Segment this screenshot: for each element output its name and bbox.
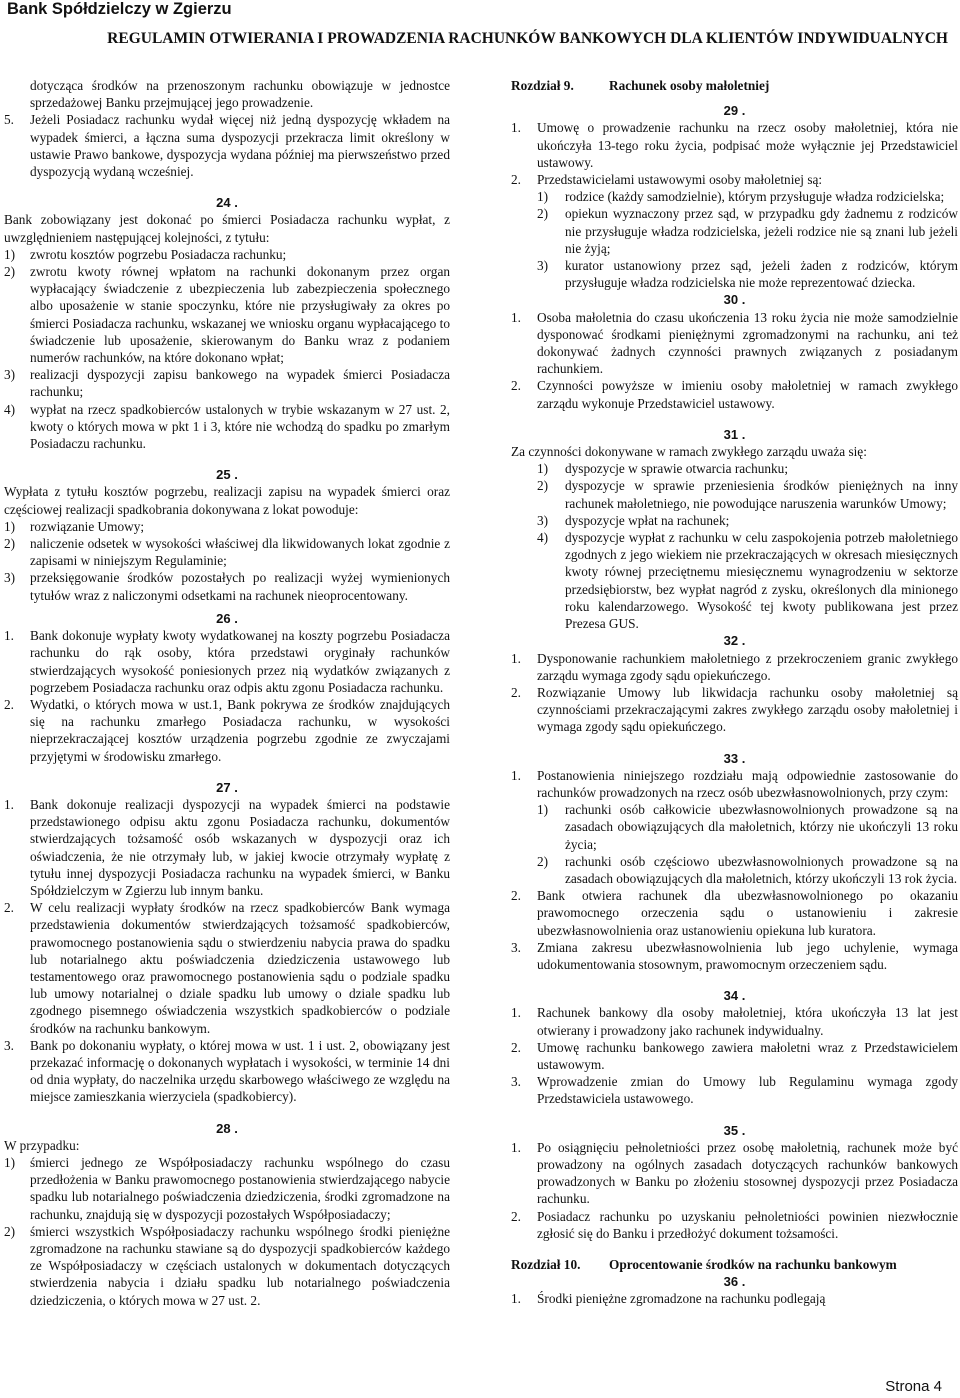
list-item (4, 401, 450, 453)
section-heading: 32 . (723, 633, 746, 649)
item-number: 2. (511, 1208, 521, 1224)
section-heading: 24 . (216, 195, 238, 211)
item-number: 1. (511, 1139, 521, 1155)
paragraph-text: dotycząca środków na przenoszonym rachunku obowiązuje w jednostce sprzedażowej Banku przejmującej jego prowadzenie. (30, 78, 450, 111)
list-item (4, 246, 450, 263)
list-item (4, 263, 450, 366)
item-text: W celu realizacji wypłaty środków na rzecz spadkobierców Bank wymaga przedstawienia dokumentów stwierdzających tożsamość spadkobierców, prawomocnego postanowienia sądu o stwierdzeniu nabycia prawa do spadku lub notarialnego aktu poświadczenia dziedziczenia ustawowego lub testamentowego oraz prawomocnego postanowienia sądu o podziale spadku lub umowy notarialnej o dziale spadku lub umowy o dziale spadku lub zgodnego pisemnego oświadczenia wszystkich spadkobierców o podziale środków na rachunku bankowym. (30, 900, 450, 1036)
item-number: 3) (537, 512, 549, 528)
item-text: Osoba małoletnia do czasu ukończenia 13 roku życia nie może samodzielnie dysponować środkami pieniężnymi zgromadzonymi na rachunku, ani też dokonywać żadnych czynności prawnych związanych z posiadanym rachunkiem. (537, 309, 958, 377)
item-number: 5. (4, 112, 14, 128)
item-number: 1. (511, 650, 521, 666)
item-number: 1) (537, 461, 549, 477)
list-item (511, 309, 958, 378)
item-number: 2) (4, 1223, 16, 1239)
section-intro: Bank zobowiązany jest dokonać po śmierci Posiadacza rachunku wypłat, z uwzględnieniem następującej kolejności, z tytułu: (4, 212, 450, 245)
list-item (4, 535, 450, 569)
item-number: 3. (4, 1037, 14, 1053)
item-text: Bank po dokonaniu wypłaty, o której mowa w ust. 1 i ust. 2, obowiązany jest przekazać informację o dokonanych wypłatach i wysokości, w terminie 14 dni od dnia wypłaty, do naczelnika urzędu skarbowego właściwego ze względu na miejsce zamieszkania wierzyciela (spadkobiercy). (30, 1037, 450, 1105)
item-text: naliczenie odsetek w wysokości właściwej dla likwidowanych lokat zgodnie z zapisami w niniejszym Regulaminie; (30, 536, 450, 569)
sub-list-item (537, 853, 958, 887)
sub-list-item (537, 257, 958, 291)
list-item (4, 627, 450, 696)
list-item (511, 1004, 958, 1038)
chapter-title: Rachunek osoby małoletniej (609, 78, 770, 93)
list-item (4, 1223, 450, 1309)
item-text: Dysponowanie rachunkiem małoletniego z przekroczeniem granic zwykłego zarządu wymaga zgody sądu opiekuńczego. (537, 650, 958, 683)
item-number: 2. (511, 684, 521, 700)
item-text: wypłat na rzecz spadkobierców ustalonych w trybie wskazanym w 27 ust. 2, kwoty o których mowa w pkt 1 i 3, które nie wchodzą do spadku po zmarłym Posiadaczu rachunku. (30, 401, 450, 452)
item-text: Wprowadzenie zmian do Umowy lub Regulaminu wymaga zgody Przedstawiciela ustawowego. (537, 1074, 958, 1107)
item-number: 1) (4, 246, 16, 262)
section-heading: 26 . (216, 610, 238, 626)
item-text: rachunki osób całkowicie ubezwłasnowolnionych prowadzone są na zasadach obowiązujących dla małoletnich, którzy nie ukończyli 13 roku życia; (565, 802, 958, 852)
page-number: Strona 4 (885, 1378, 942, 1395)
list-item (511, 684, 958, 736)
item-text: Jeżeli Posiadacz rachunku wydał więcej niż jedną dyspozycję wkładem na wypadek śmierci, a łączna suma dyspozycji przekracza limit określony w ustawie Prawo bankowe, dyspozycja wydana później ma pierwszeństwo przed dyspozycją wydaną wcześniej. (30, 112, 450, 180)
item-text: rodzice (każdy samodzielnie), którym przysługuje władza rodzicielska; (565, 189, 945, 205)
list-item (511, 939, 958, 973)
item-number: 2) (537, 853, 549, 869)
chapter-number: Rozdział 10. (511, 1257, 581, 1272)
item-number: 2) (4, 536, 16, 552)
item-text: Postanowienia niniejszego rozdziału mają odpowiednie zastosowanie do rachunków prowadzonych na rzecz osób ubezwłasnowolnionych, przy czym: (537, 767, 958, 800)
item-number: 1. (511, 1005, 521, 1021)
item-number: 1. (511, 1291, 521, 1307)
item-number: 3) (4, 570, 16, 586)
list-item (511, 1290, 958, 1307)
section-heading: 30 . (723, 292, 746, 308)
chapter-heading (511, 1256, 958, 1273)
item-number: 1) (4, 518, 16, 534)
list-item (4, 1154, 450, 1223)
item-text: Rachunek bankowy dla osoby małoletniej, która ukończyła 13 lat jest otwierany i prowadzony jako rachunek indywidualny. (537, 1005, 958, 1038)
list-item (511, 1039, 958, 1073)
item-number: 1) (537, 802, 549, 818)
item-number: 2. (511, 1039, 521, 1055)
item-text: dyspozycje wpłat na rachunek; (565, 512, 730, 528)
item-number: 1. (511, 767, 521, 783)
list-item (511, 1139, 958, 1208)
list-item (4, 1037, 450, 1106)
section-intro: W przypadku: (4, 1137, 80, 1153)
item-text: Zmiana zakresu ubezwłasnowolnienia lub jego uchylenie, wymaga udokumentowania stosownym, prawomocnym orzeczeniem sądu. (537, 939, 958, 972)
item-text: Rozwiązanie Umowy lub likwidacja rachunku osoby małoletniej są czynnościami przekraczającymi zakres zwykłego zarządu osoby małoletniej i wymaga zgody sądu opiekuńczego. (537, 684, 958, 735)
item-number: 2) (537, 478, 549, 494)
section-heading: 25 . (216, 467, 238, 483)
item-number: 1. (4, 796, 14, 812)
list-item (4, 899, 450, 1037)
section-heading: 36 . (723, 1274, 746, 1290)
item-text: Posiadacz rachunku po uzyskaniu pełnoletniości powinien niezwłocznie zgłosić się do Banku i przedłożyć dokument tożsamości. (537, 1208, 958, 1241)
chapter-number: Rozdział 9. (511, 78, 574, 93)
item-number: 3) (4, 367, 16, 383)
list-item (511, 119, 958, 171)
section-heading: 27 . (216, 779, 238, 795)
chapter-title: Oprocentowanie środków na rachunku bankowym (609, 1257, 897, 1272)
regulation-title: REGULAMIN OTWIERANIA I PROWADZENIA RACHUNKÓW BANKOWYCH DLA KLIENTÓW INDYWIDUALNYCH (107, 30, 948, 47)
list-item (4, 518, 450, 535)
section-heading: 33 . (723, 750, 746, 766)
sub-list-item (537, 801, 958, 853)
item-number: 4) (4, 401, 16, 417)
item-text: Bank otwiera rachunek dla ubezwłasnowolnionego po okazaniu prawomocnego orzeczenia sądu o ustanowieniu i zakresie ubezwłasnowolnienia oraz ustanowieniu opiekuna lub kuratora. (537, 888, 958, 938)
item-number: 1. (4, 628, 14, 644)
item-number: 3. (511, 939, 521, 955)
list-item (511, 767, 958, 801)
section-heading: 34 . (723, 988, 746, 1004)
item-text: Środki pieniężne zgromadzone na rachunku podlegają (537, 1291, 826, 1307)
item-text: rachunki osób częściowo ubezwłasnowolnionych prowadzone są na zasadach obowiązujących dla małoletnich, którzy ukończyli 13 rok życia. (565, 853, 958, 886)
item-text: Przedstawicielami ustawowymi osoby małoletniej są: (537, 172, 823, 188)
item-number: 2) (4, 264, 16, 280)
section-intro: Za czynności dokonywane w ramach zwykłego zarządu uważa się: (511, 444, 867, 460)
item-text: przeksięgowanie środków pozostałych po realizacji wyżej wymienionych tytułów wraz z naliczonymi odsetkami na rachunek nieoprocentowany. (30, 570, 450, 603)
item-number: 3) (537, 258, 549, 274)
item-number: 1. (511, 120, 521, 136)
list-item (511, 650, 958, 684)
section-intro: Wypłata z tytułu kosztów pogrzebu, realizacji zapisu na wypadek śmierci oraz częściowej realizacji spadkobrania dokonywana z lokat powoduje: (4, 484, 450, 517)
item-text: zwrotu kosztów pogrzebu Posiadacza rachunku; (30, 246, 287, 262)
list-item (511, 887, 958, 939)
sub-list-item (537, 529, 958, 632)
item-text: Umowę o prowadzenie rachunku na rzecz osoby małoletniej, która nie ukończyła 13-tego roku życia, podpisać może wyłącznie jej Przedstawiciel ustawowy. (537, 120, 958, 170)
item-text: Wydatki, o których mowa w ust.1, Bank pokrywa ze środków znajdujących się na rachunku zmarłego Posiadacza rachunku, w wysokości nieprzekraczającej kosztów urządzenia pogrzebu zgodnie ze zwyczajami przyjętymi w środowisku zmarłego. (30, 696, 450, 764)
item-text: rozwiązanie Umowy; (30, 518, 145, 534)
list-item (511, 1073, 958, 1107)
item-text: dyspozycje wypłat z rachunku w celu zaspokojenia potrzeb małoletniego zgodnych z jego wiekiem nie przekraczających w okresach miesięcznych kwoty równej przeciętnemu miesięcznemu wynagrodzeniu w sektorze przedsiębiorstw, bez wypłat nagród z zysku, określonych dla minionego roku kalendarzowego. Wysokość tej kwoty publikowana jest przez Prezesa GUS. (565, 530, 958, 632)
list-item (511, 1208, 958, 1242)
item-text: Umowę rachunku bankowego zawiera małoletni wraz z Przedstawicielem ustawowym. (537, 1039, 958, 1072)
list-item (4, 796, 450, 899)
section-heading: 31 . (723, 426, 746, 442)
item-number: 3. (511, 1074, 521, 1090)
item-text: Bank dokonuje wypłaty kwoty wydatkowanej na koszty pogrzebu Posiadacza rachunku do rąk osoby, która przedstawi oryginały rachunków stwierdzających wysokość poniesionych przez nią wydatków związanych z pogrzebem Posiadacza rachunku oraz odpis aktu zgonu Posiadacza rachunku. (30, 628, 450, 695)
sub-list-item (537, 188, 958, 205)
left-column (4, 77, 450, 1309)
item-text: Po osiągnięciu pełnoletniości przez osobę małoletnią, rachunek może być prowadzony na ogólnych zasadach dotyczących rachunków bankowych prowadzonych w Banku po złożeniu stosownej dyspozycji przez Posiadacza rachunku. (537, 1139, 958, 1207)
item-number: 2) (537, 206, 549, 222)
item-text: opiekun wyznaczony przez sąd, w przypadku gdy żadnemu z rodziców nie przysługuje władza rodzicielska, jeżeli rodzice nie są znani lub jeżeli nie żyją; (565, 206, 958, 256)
list-item (4, 569, 450, 603)
sub-list-item (537, 512, 958, 529)
right-column (511, 77, 958, 1308)
item-text: Bank dokonuje realizacji dyspozycji na wypadek śmierci na podstawie przedstawionego odpisu aktu zgonu Posiadacza rachunku, dokumentów stwierdzających tożsamość osób wskazanych w dyspozycji oraz ich oświadczenia, że nie otrzymały lub, w jakiej kwocie otrzymały wypłatę z tytułu innej dyspozycji Posiadacza rachunku na wypadek śmierci, w Banku Spółdzielczym w Zgierzu lub innym banku. (30, 796, 450, 898)
item-number: 2. (511, 172, 521, 188)
item-text: dyspozycje w sprawie przeniesienia środków pieniężnych na inny rachunek małoletniego, nie powodujące naruszenia warunków Umowy; (565, 478, 958, 511)
item-text: realizacji dyspozycji zapisu bankowego na wypadek śmierci Posiadacza rachunku; (30, 367, 450, 400)
list-item (4, 366, 450, 400)
section-heading: 29 . (723, 103, 746, 119)
item-text: śmierci wszystkich Współposiadaczy rachunku wspólnego środki pieniężne zgromadzone na rachunku stawiane są do dyspozycji spadkobierców każdego ze Współposiadaczy w częściach ustalonych w dokumentach dotyczących stwierdzenia nabycia i działu spadku lub notarialnego poświadczenia dziedziczenia, o których mowa w 27 ust. 2. (30, 1223, 450, 1308)
item-text: kurator ustanowiony przez sąd, jeżeli żaden z rodziców, którym przysługuje władza rodzicielska nie może reprezentować dziecka. (565, 258, 958, 291)
item-number: 2. (4, 900, 14, 916)
item-number: 1) (537, 189, 549, 205)
item-text: dyspozycje w sprawie otwarcia rachunku; (565, 461, 789, 477)
sub-list-item (537, 477, 958, 511)
item-number: 1) (4, 1154, 16, 1170)
item-number: 2. (4, 696, 14, 712)
item-number: 4) (537, 530, 549, 546)
section-heading: 35 . (723, 1122, 746, 1138)
item-number: 2. (511, 378, 521, 394)
item-text: Czynności powyższe w imieniu osoby małoletniej w ramach zwykłego zarządu wykonuje Przedstawiciel ustawowy. (537, 378, 958, 411)
item-text: zwrotu kwoty równej wpłatom na rachunki dokonanym przez organ wypłacający świadczenie z ubezpieczenia lub zabezpieczenia społecznego albo uposażenie w stanie spoczynku, które nie przysługiwały za okres po śmierci Posiadacza rachunku, wskazanej we wniosku organu wypłacającego to świadczenie lub uposażenie, skierowanym do Banku wraz z podaniem numerów rachunków, na które dokonano wpłat; (30, 264, 450, 366)
item-number: 1. (511, 309, 521, 325)
bank-name: Bank Spółdzielczy w Zgierzu (7, 0, 232, 18)
section-heading: 28 . (216, 1120, 238, 1136)
list-item (4, 111, 450, 180)
list-item (511, 171, 958, 188)
list-item (4, 696, 450, 765)
item-text: śmierci jednego ze Współposiadaczy rachunku wspólnego do czasu przedłożenia w Banku prawomocnego postanowienia stwierdzającego nabycie spadku lub notarialnego poświadczenia dziedziczenia, środki zgromadzone na rachunku, znajdują się w dyspozycji pozostałych Współposiadaczy; (30, 1154, 450, 1222)
list-item (4, 77, 450, 111)
list-item (511, 377, 958, 411)
sub-list-item (537, 205, 958, 257)
item-number: 2. (511, 888, 521, 904)
chapter-heading (511, 77, 958, 94)
sub-list-item (537, 460, 958, 477)
